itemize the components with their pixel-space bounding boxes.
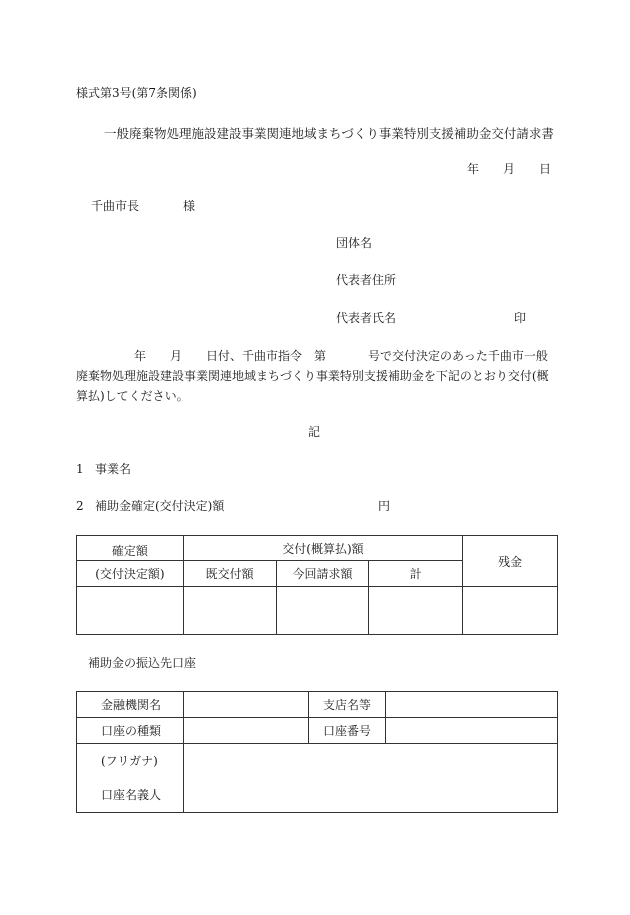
- total-header: 計: [369, 561, 463, 587]
- payment-amount-header: 交付(概算払)額: [183, 536, 462, 561]
- bank-table: [76, 691, 558, 813]
- fixed-amount-subheader: (交付決定額): [77, 561, 184, 587]
- bank-name-label: 金融機関名: [77, 692, 184, 718]
- form-number: 様式第3号(第7条関係): [76, 86, 197, 100]
- body-month: 月: [170, 349, 183, 363]
- fixed-amount-input[interactable]: [77, 587, 184, 635]
- ki-heading: 記: [308, 425, 321, 439]
- request-body: [76, 346, 558, 406]
- item-1-number: 1: [76, 462, 84, 476]
- account-holder-label-cell: [77, 744, 184, 813]
- branch-label: 支店名等: [308, 692, 386, 718]
- account-type-input[interactable]: [183, 718, 308, 744]
- date-day: 日: [539, 162, 552, 176]
- already-paid-header: 既交付額: [183, 561, 276, 587]
- item-2-number: 2: [76, 499, 84, 513]
- furigana-label: (フリガナ): [101, 754, 158, 768]
- addressee-name: 千曲市長: [91, 199, 140, 213]
- addressee-honorific: 様: [183, 199, 196, 213]
- branch-input[interactable]: [386, 692, 558, 718]
- current-request-input[interactable]: [276, 587, 369, 635]
- bank-account-heading: 補助金の振込先口座: [88, 656, 197, 670]
- balance-header: 残金: [463, 536, 558, 587]
- already-paid-input[interactable]: [183, 587, 276, 635]
- seal-mark: 印: [514, 311, 527, 325]
- account-number-input[interactable]: [386, 718, 558, 744]
- account-number-label: 口座番号: [308, 718, 386, 744]
- date-month: 月: [503, 162, 516, 176]
- body-rest: 号で交付決定のあった千曲市一般廃棄物処理施設建設事業関連地域まちづくり事業特別支援補助金を下記のとおり交付(概算払)してください。: [76, 349, 549, 403]
- body-year: 年: [134, 349, 147, 363]
- amount-table: [76, 535, 558, 635]
- total-input[interactable]: [369, 587, 463, 635]
- representative-name-label: 代表者氏名: [336, 311, 397, 325]
- item-1-label: 事業名: [95, 462, 132, 476]
- balance-input[interactable]: [463, 587, 558, 635]
- account-holder-input[interactable]: [183, 744, 557, 813]
- item-2-label: 補助金確定(交付決定)額: [95, 499, 225, 513]
- item-2-unit: 円: [378, 499, 391, 513]
- fixed-amount-header: 確定額: [77, 536, 184, 561]
- representative-address-label: 代表者住所: [336, 273, 397, 287]
- org-name-label: 団体名: [336, 236, 373, 250]
- body-day-text: 日付、千曲市指令 第: [206, 349, 327, 363]
- bank-name-input[interactable]: [183, 692, 308, 718]
- document-title: 一般廃棄物処理施設建設事業関連地域まちづくり事業特別支援補助金交付請求書: [104, 126, 554, 141]
- current-request-header: 今回請求額: [276, 561, 369, 587]
- date-year: 年: [467, 162, 480, 176]
- account-holder-label: 口座名義人: [101, 788, 162, 802]
- account-type-label: 口座の種類: [77, 718, 184, 744]
